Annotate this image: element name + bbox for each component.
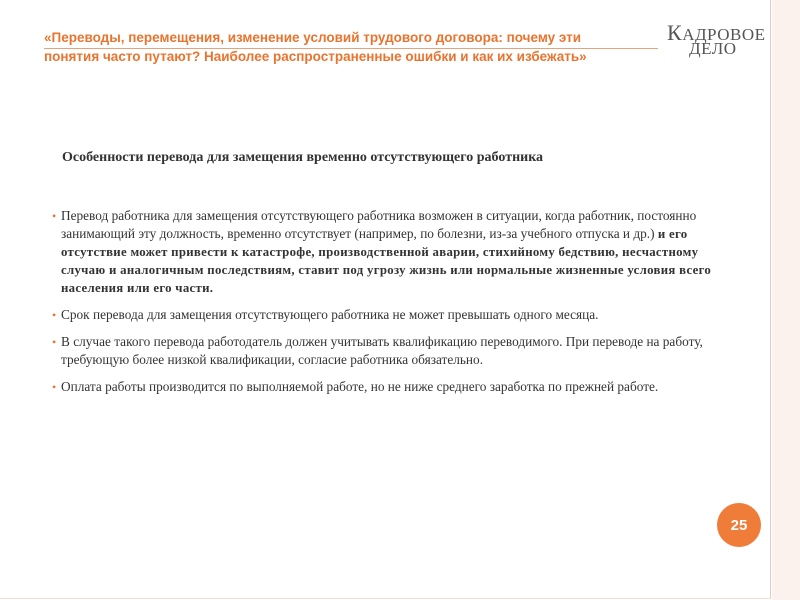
presentation-title-line-1: «Переводы, перемещения, изменение условий трудового договора: почему эти: [44, 30, 582, 45]
logo-line-1-rest: АДРОВОЕ: [682, 25, 766, 44]
slide-heading: Особенности перевода для замещения временно отсутствующего работника: [62, 150, 544, 165]
kadrovoe-delo-logo: [667, 20, 766, 60]
bullet-text: Перевод работника для замещения отсутствующего работника возможен в ситуации, когда работник, постоянно занимающий эту должность, временно отсутствует (например, по болезни, из-за учебного отпуска и др.): [61, 208, 697, 241]
bullet-item-3: [52, 333, 717, 369]
bullet-item-4: [52, 378, 717, 396]
bullet-item-2: [52, 306, 717, 324]
logo-initial: К: [667, 20, 683, 45]
bullet-marker-icon: •: [52, 380, 57, 394]
bullet-marker-icon: •: [52, 209, 57, 223]
presentation-title: [44, 28, 644, 66]
bullet-text: В случае такого перевода работодатель должен учитывать квалификацию переводимого. При переводе на работу, требующую более низкой квалификации, согласие работника обязательно.: [61, 334, 703, 367]
bullet-marker-icon: •: [52, 335, 57, 349]
right-margin-strip: [772, 0, 800, 600]
bullet-list: [52, 207, 717, 405]
bullet-item-1: [52, 207, 717, 297]
bullet-text: Оплата работы производится по выполняемой работе, но не ниже среднего заработка по прежней работе.: [61, 379, 659, 394]
page-number-badge: 25: [717, 503, 761, 547]
bullet-text: Срок перевода для замещения отсутствующего работника не может превышать одного месяца.: [61, 307, 599, 322]
presentation-title-line-2: понятия часто путают? Наиболее распространенные ошибки и как их избежать»: [44, 49, 587, 64]
header-divider: [44, 48, 658, 49]
bullet-marker-icon: •: [52, 308, 57, 322]
logo-line-2: ДЕЛО: [689, 39, 737, 58]
bullet-bold-text: и его отсутствие может привести к катастрофе, производственной аварии, стихийному бедствию, несчастному случаю и аналогичным последствиям, ставит под угрозу жизнь или нормальные жизненные условия всего населения или его части.: [61, 227, 712, 295]
